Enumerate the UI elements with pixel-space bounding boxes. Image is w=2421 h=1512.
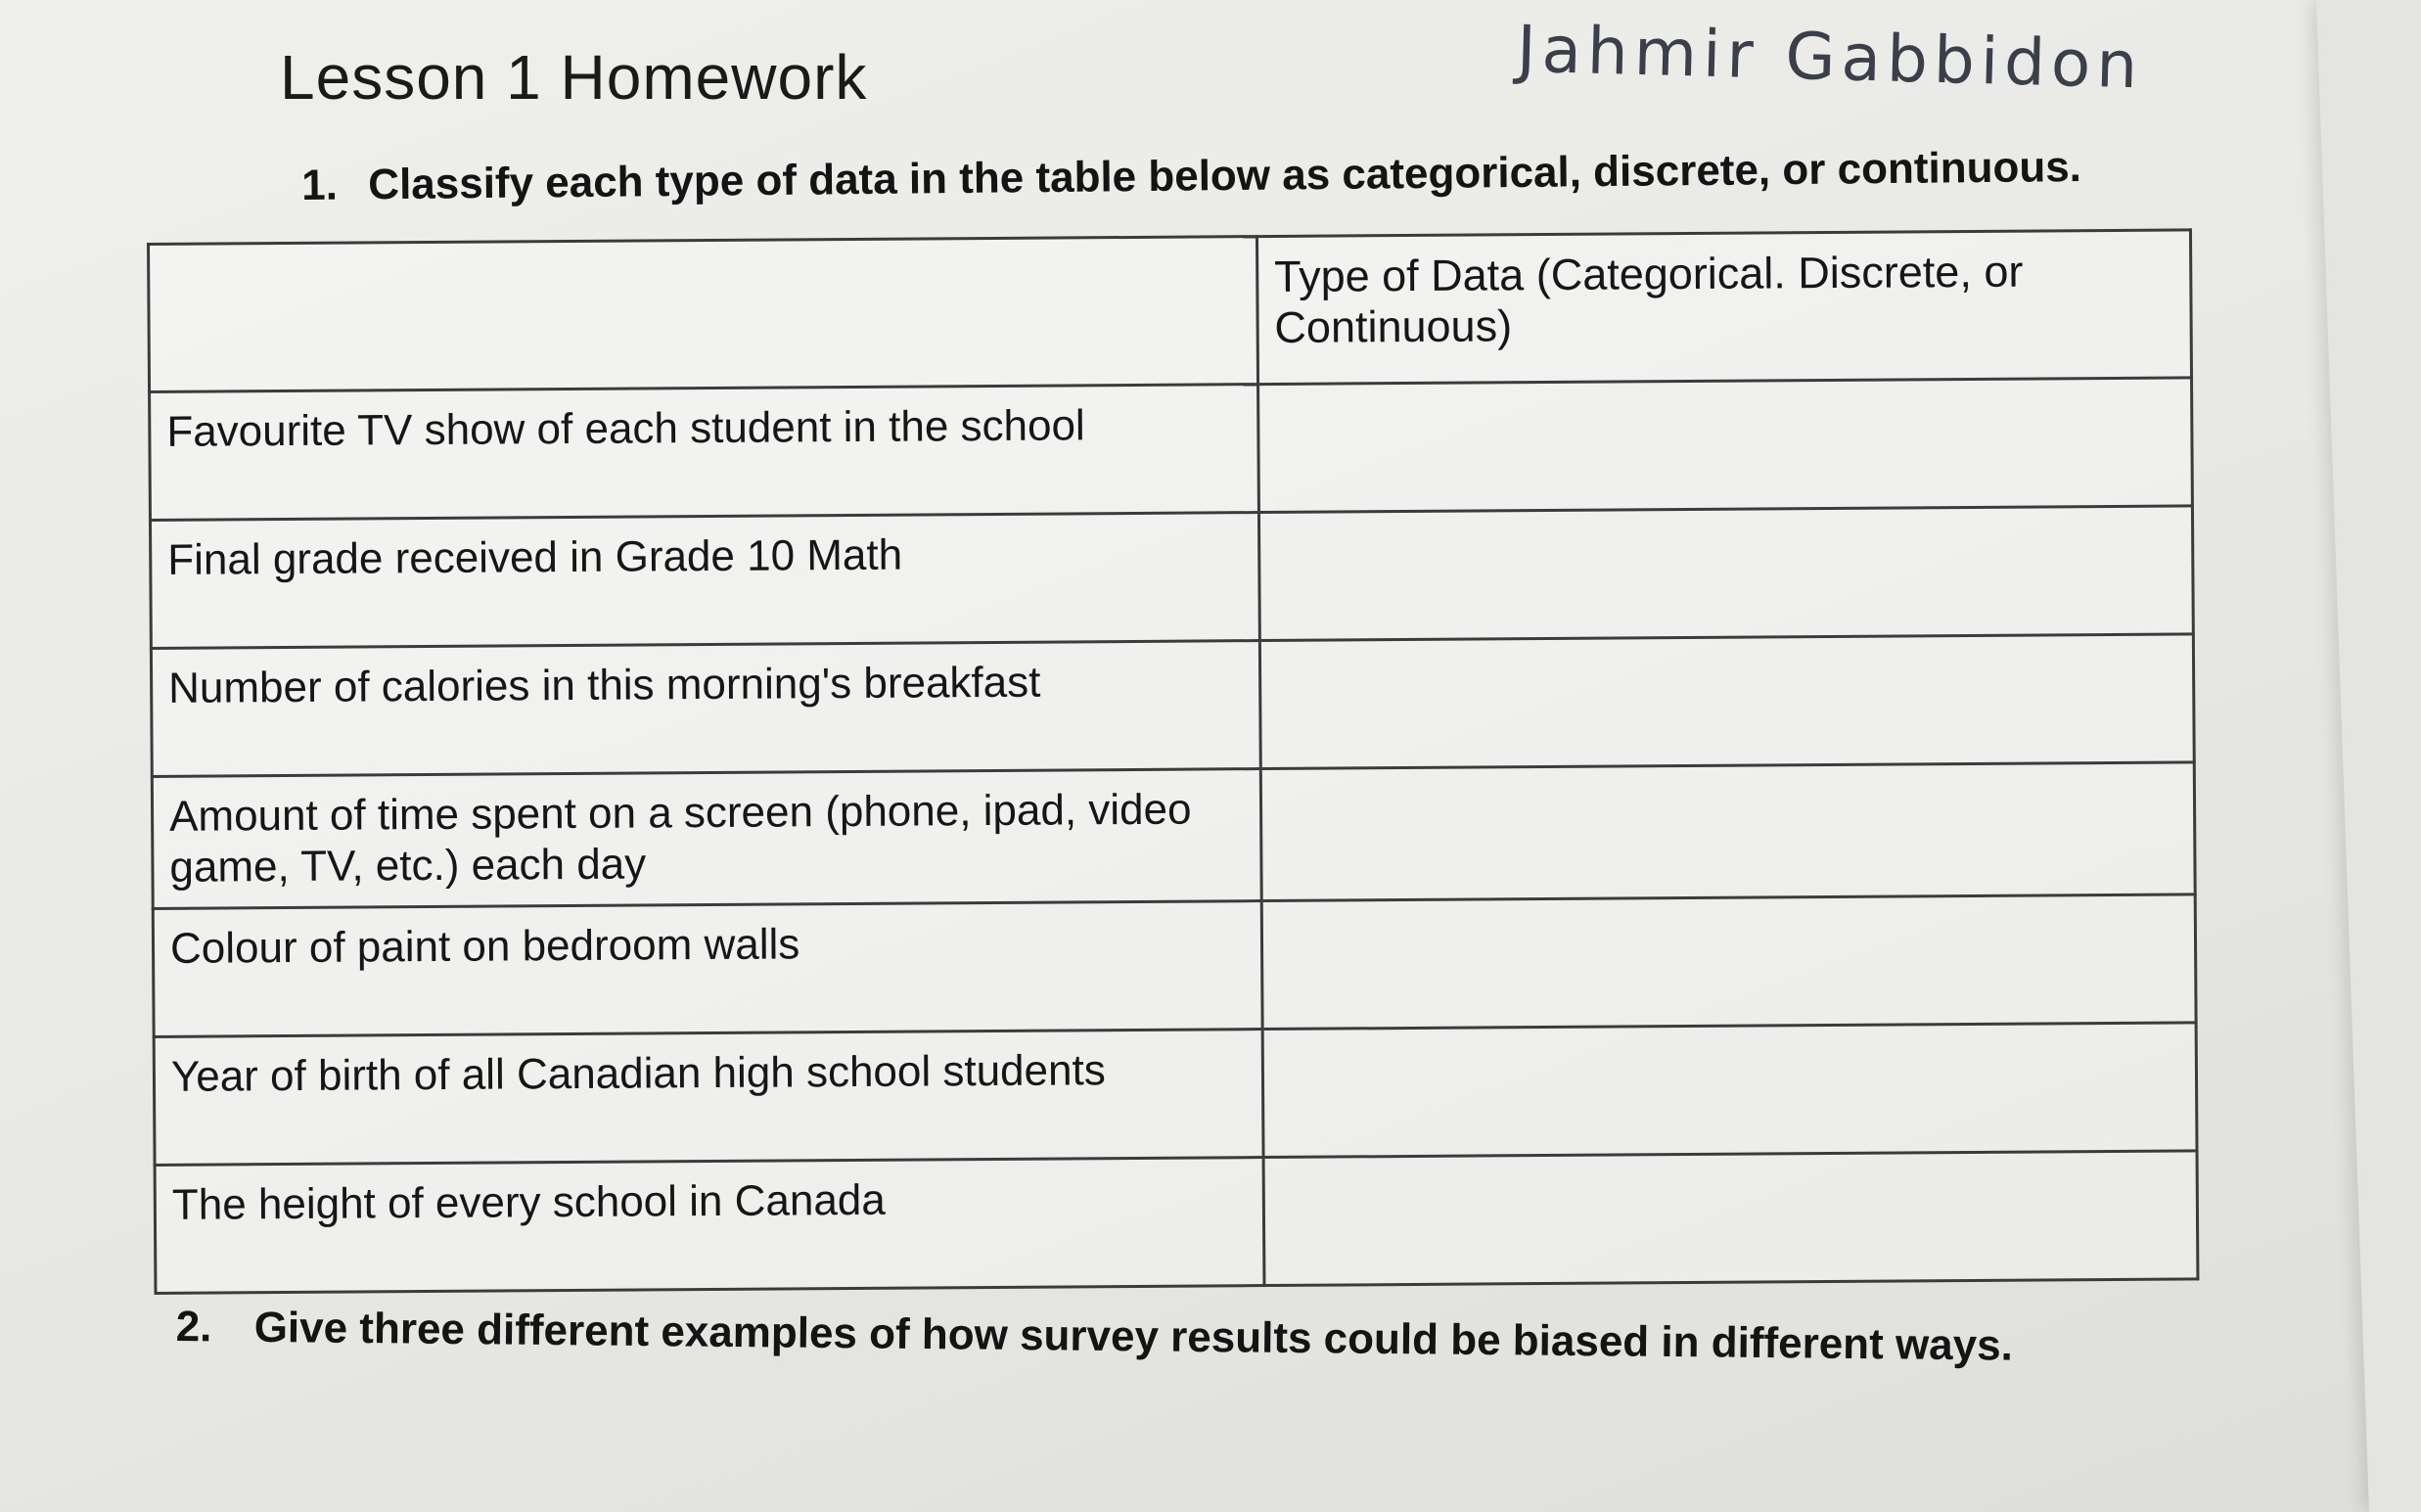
row-item-cell: Colour of paint on bedroom walls [153,900,1262,1036]
row-item-cell: Number of calories in this morning's breakfast [151,641,1260,777]
row-type-answer-cell[interactable] [1258,506,2193,641]
student-name-handwritten: Jahmir Gabbidon [1516,11,2145,104]
table-header-row [149,230,2192,392]
table-row [155,1151,2198,1294]
row-type-answer-cell[interactable] [1260,762,2195,900]
page-title: Lesson 1 Homework [280,42,868,113]
header-type-of-data: Type of Data (Categorical. Discrete, or Continuous) [1256,230,2191,385]
table-row [154,1023,2197,1166]
table-row [150,506,2193,649]
question-2-number: 2. [175,1303,212,1352]
question-2-text: Give three different examples of how survey results could be biased in different ways. [253,1303,2014,1370]
question-1-text: Classify each type of data in the table below as categorical, discrete, or continuous. [368,142,2082,209]
row-type-answer-cell[interactable] [1262,1023,2197,1158]
question-1-number: 1. [301,160,339,209]
table-row [150,378,2193,521]
header-blank-cell [149,237,1258,392]
table-row [151,634,2194,777]
row-item-cell: Favourite TV show of each student in the school [150,385,1259,521]
row-item-cell: Final grade received in Grade 10 Math [150,513,1259,649]
row-type-answer-cell[interactable] [1257,378,2192,513]
classification-table [147,228,2199,1294]
table-row [152,762,2195,908]
row-item-cell: Year of birth of all Canadian high school students [154,1029,1263,1165]
row-type-answer-cell[interactable] [1263,1151,2198,1286]
row-type-answer-cell[interactable] [1261,894,2196,1030]
row-item-cell: The height of every school in Canada [155,1157,1264,1293]
row-type-answer-cell[interactable] [1259,634,2194,769]
classification-table-wrapper [147,228,2199,1294]
row-item-cell: Amount of time spent on a screen (phone, ipad, video game, TV, etc.) each day [152,769,1261,909]
question-2 [175,1302,2093,1372]
table-row [153,894,2196,1037]
question-1 [301,142,2081,211]
